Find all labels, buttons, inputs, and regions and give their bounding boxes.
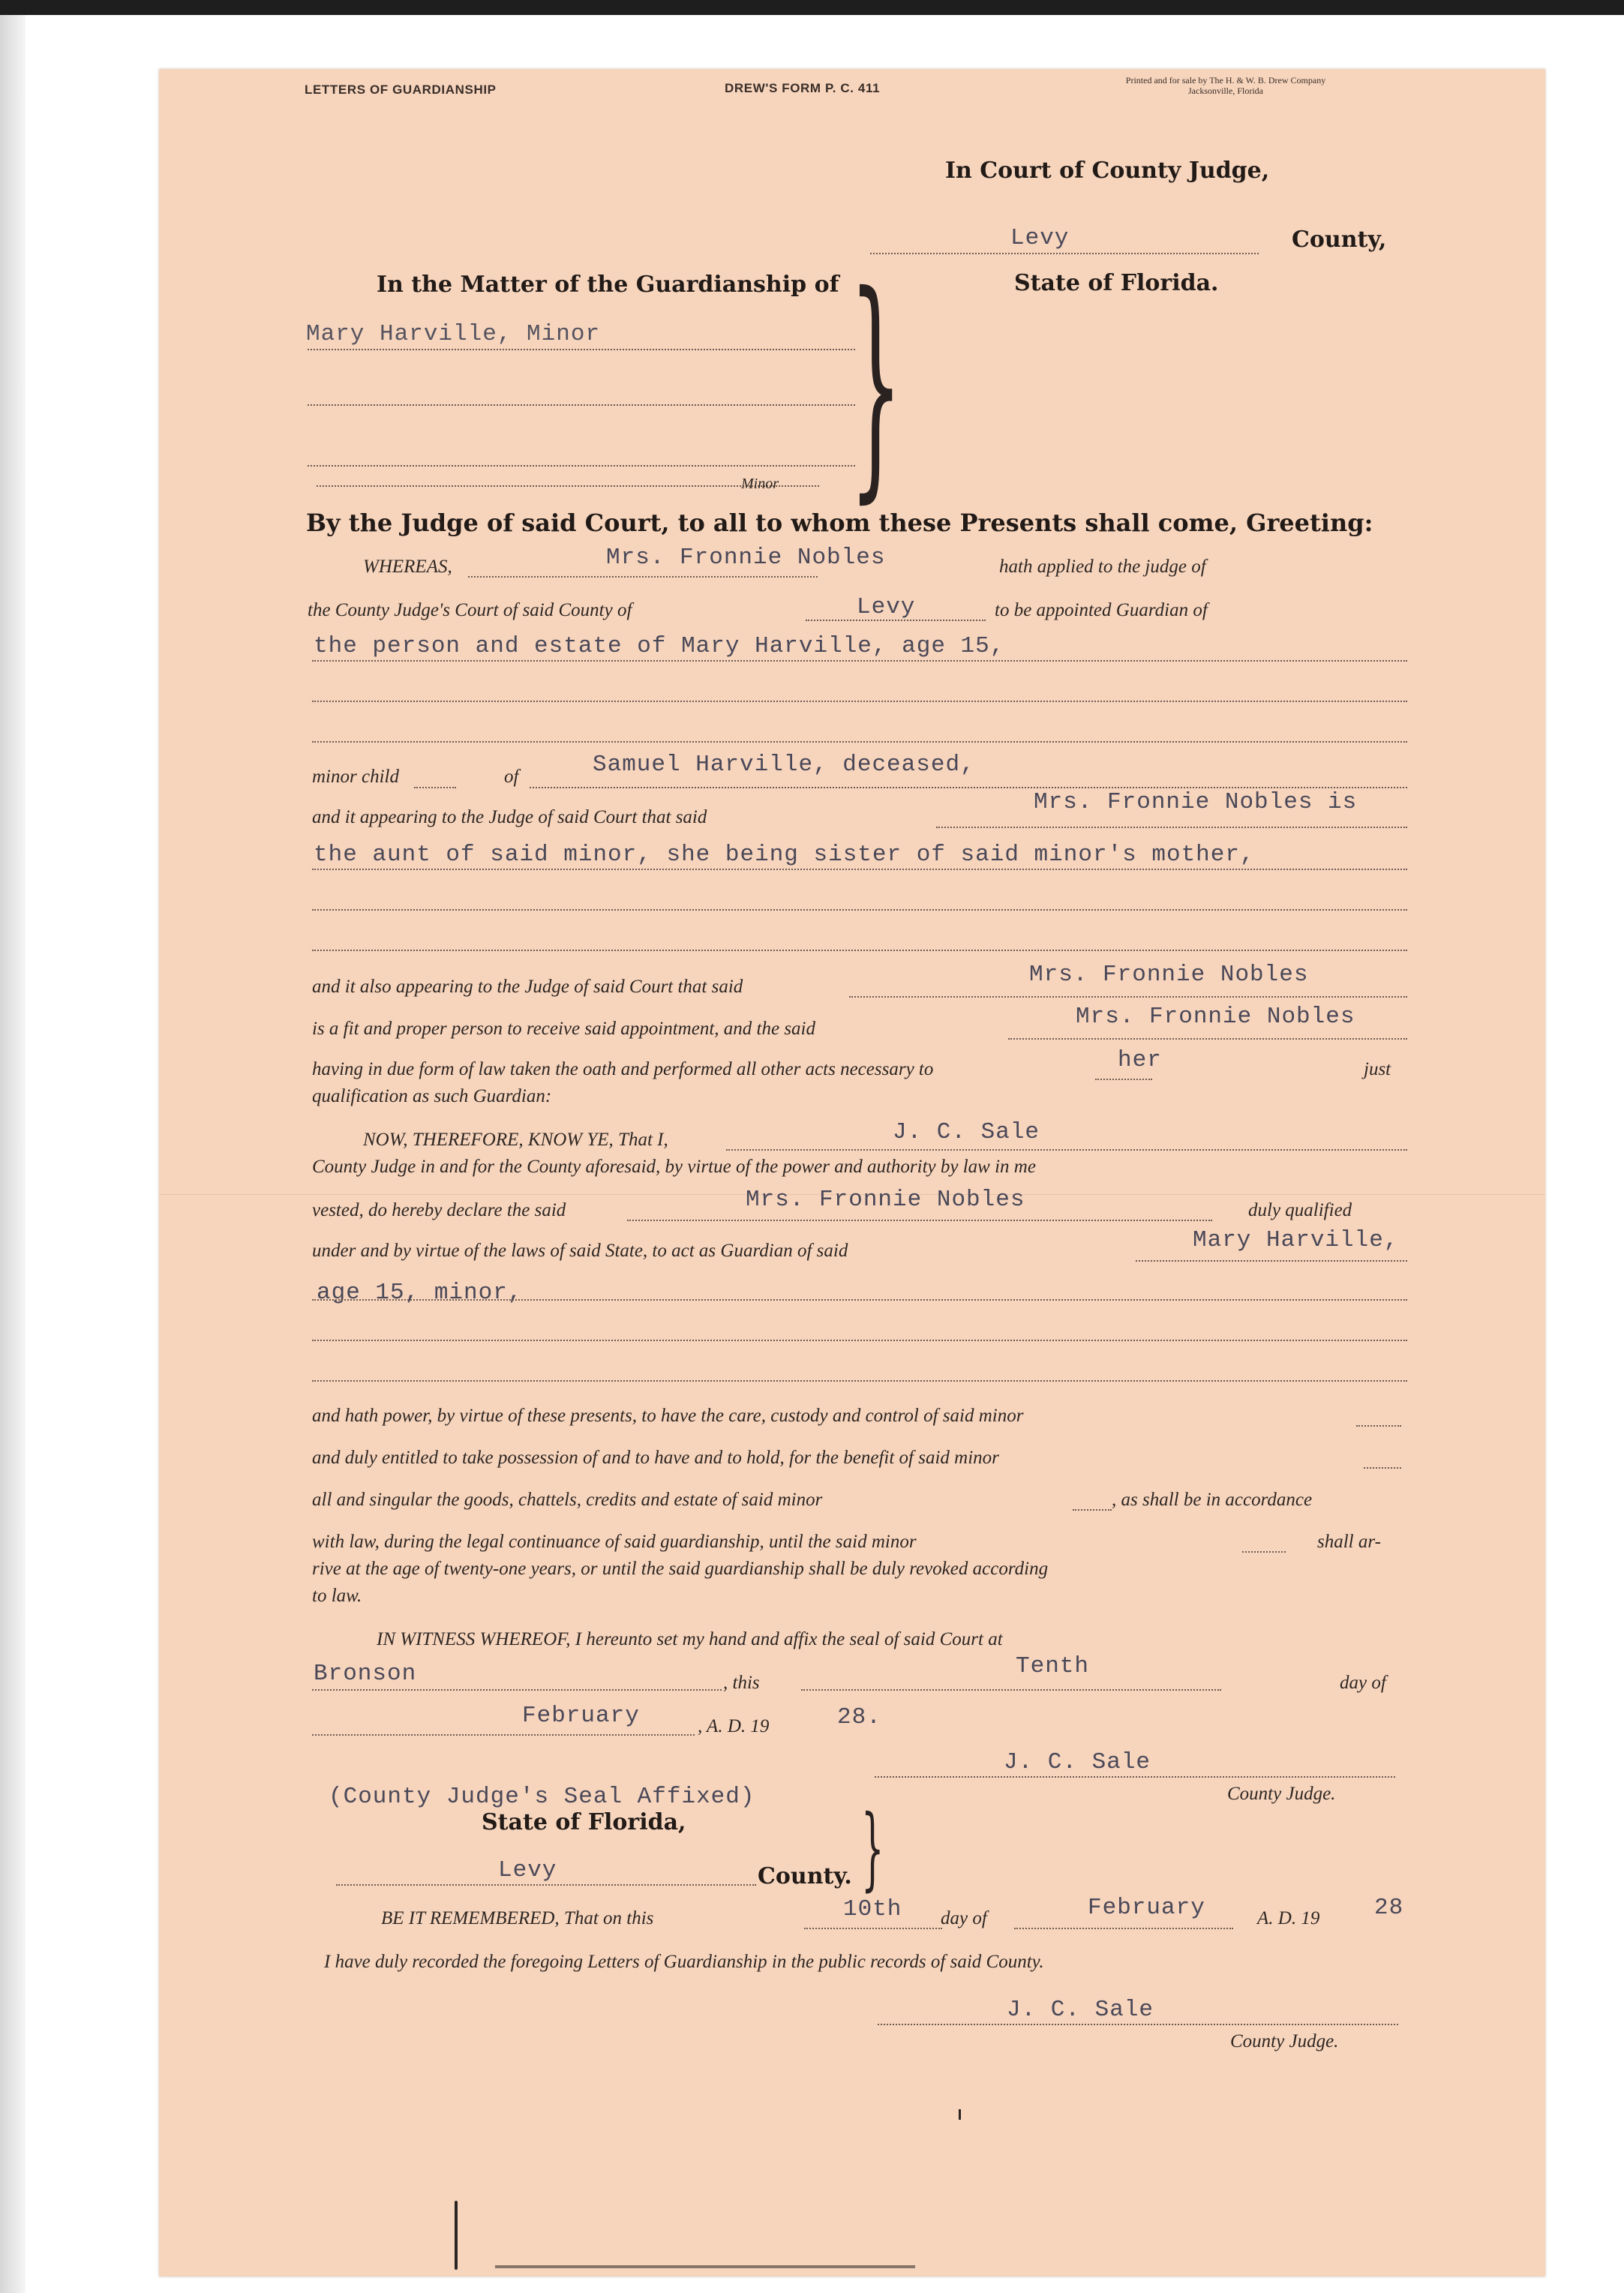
stray-mark xyxy=(455,2201,458,2270)
power-line-4b: shall ar- xyxy=(1317,1532,1381,1552)
minor-child-label: minor child xyxy=(312,767,399,787)
printer-line-2: Jacksonville, Florida xyxy=(1188,86,1263,96)
recording-day-value: 10th xyxy=(843,1896,902,1922)
oath-person-value: Mrs. Fronnie Nobles xyxy=(1076,1004,1355,1030)
witness-place-value: Bronson xyxy=(314,1661,417,1687)
body-county-value: Levy xyxy=(857,594,916,620)
declared-line xyxy=(627,1220,1212,1221)
fit-person-line xyxy=(849,996,1407,998)
witness-signature-title: County Judge. xyxy=(1227,1784,1336,1804)
recording-signature-title: County Judge. xyxy=(1230,2031,1339,2051)
matter-line-2 xyxy=(308,404,855,406)
recording-year-value: 28 xyxy=(1374,1895,1404,1921)
relation-line-1 xyxy=(936,827,1407,828)
judge-line xyxy=(726,1149,1407,1151)
recording-month-value: February xyxy=(1088,1895,1205,1921)
bottom-smudge xyxy=(495,2265,915,2268)
declared-value: Mrs. Fronnie Nobles xyxy=(746,1187,1025,1213)
parent-value: Samuel Harville, deceased, xyxy=(593,752,975,778)
matter-heading: In the Matter of the Guardianship of xyxy=(377,272,839,298)
court-state: State of Florida. xyxy=(1014,270,1219,296)
witness-ad: , A. D. 19 xyxy=(698,1716,770,1736)
applicant-value: Mrs. Fronnie Nobles xyxy=(606,545,886,571)
recording-county-line xyxy=(336,1884,756,1886)
ward-value: Mary Harville, Minor xyxy=(306,321,601,347)
ward-line-2 xyxy=(312,1299,1407,1301)
hath-applied: hath applied to the judge of xyxy=(999,557,1206,577)
matter-line-1 xyxy=(308,349,855,350)
applicant-line xyxy=(468,576,818,578)
court-county-label: County, xyxy=(1292,227,1387,253)
power-line-3b: , as shall be in accordance xyxy=(1112,1490,1313,1510)
witness-month-value: February xyxy=(522,1703,640,1729)
recording-state: State of Florida, xyxy=(482,1809,686,1835)
power-blank-2 xyxy=(1364,1467,1401,1469)
power-line-5: rive at the age of twenty-one years, or until the said guardianship shall be duly revoked according xyxy=(312,1559,1049,1579)
scanner-left-shadow xyxy=(0,15,26,2293)
appearing-2: and it also appearing to the Judge of said Court that said xyxy=(312,977,743,997)
county-judge-in: County Judge in and for the County aforesaid, by virtue of the power and authority by law in me xyxy=(312,1157,1036,1177)
be-it-remembered: BE IT REMEMBERED, That on this xyxy=(381,1908,654,1928)
recording-county-label: County. xyxy=(758,1863,852,1889)
witness-day-value: Tenth xyxy=(1016,1653,1090,1679)
recording-brace: } xyxy=(861,1796,884,1901)
recording-signature-line xyxy=(878,2024,1398,2025)
scanner-top-edge xyxy=(0,0,1624,15)
relation-line-3 xyxy=(312,909,1407,911)
to-be-appointed: to be appointed Guardian of xyxy=(995,600,1208,620)
having-in-due-form: having in due form of law taken the oath and performed all other acts necessary to xyxy=(312,1059,934,1079)
vested-text: vested, do hereby declare the said xyxy=(312,1200,566,1220)
power-line-2: and duly entitled to take possession of and to have and to hold, for the benefit of said minor xyxy=(312,1448,999,1468)
qualification-label: qualification as such Guardian: xyxy=(312,1086,552,1106)
pronoun-line xyxy=(1095,1079,1152,1080)
matter-line-3 xyxy=(308,465,855,467)
power-blank-1 xyxy=(1356,1425,1401,1427)
matter-brace: } xyxy=(849,245,903,524)
month-line xyxy=(312,1734,695,1736)
county-court-of: the County Judge's Court of said County of xyxy=(308,600,632,620)
greeting: By the Judge of said Court, to all to whom these Presents shall come, Greeting: xyxy=(306,509,1373,537)
witness-text: IN WITNESS WHEREOF, I hereunto set my hand and affix the seal of said Court at xyxy=(377,1629,1003,1649)
guardian-line-2 xyxy=(312,701,1407,702)
minor-child-blank xyxy=(414,787,456,788)
just-label: just xyxy=(1364,1059,1391,1079)
ward-line-1 xyxy=(1136,1260,1407,1262)
power-blank-3 xyxy=(1073,1509,1112,1511)
recording-county-value: Levy xyxy=(498,1857,557,1883)
now-therefore: NOW, THEREFORE, KNOW YE, That I, xyxy=(363,1130,668,1150)
form-title: LETTERS OF GUARDIANSHIP xyxy=(305,83,497,97)
recording-month-line xyxy=(1014,1928,1233,1929)
ward-value-1: Mary Harville, xyxy=(1193,1227,1399,1253)
form-number: DREW'S FORM P. C. 411 xyxy=(725,81,881,95)
power-line-6: to law. xyxy=(312,1586,362,1606)
seal-note: (County Judge's Seal Affixed) xyxy=(329,1784,755,1810)
county-line xyxy=(870,253,1259,254)
printer-line-1: Printed and for sale by The H. & W. B. Drew Company xyxy=(1125,75,1326,86)
ward-line-3 xyxy=(312,1340,1407,1341)
whereas-label: WHEREAS, xyxy=(363,557,452,577)
witness-year-value: 28. xyxy=(837,1704,881,1730)
pronoun-value: her xyxy=(1118,1047,1162,1073)
relation-line-4 xyxy=(312,950,1407,951)
printer-imprint xyxy=(1046,75,1406,96)
under-and-by: under and by virtue of the laws of said State, to act as Guardian of said xyxy=(312,1241,848,1261)
recording-day-of: day of xyxy=(941,1908,987,1928)
relation-line-2 xyxy=(312,869,1407,870)
court-heading: In Court of County Judge, xyxy=(945,158,1270,184)
day-line xyxy=(801,1689,1221,1691)
guardian-line-3 xyxy=(312,741,1407,743)
guardian-of-value: the person and estate of Mary Harville, age 15, xyxy=(314,633,1005,659)
recording-ad: A. D. 19 xyxy=(1257,1908,1320,1928)
power-line-4a: with law, during the legal continuance of said guardianship, until the said minor xyxy=(312,1532,917,1552)
ward-line-4 xyxy=(312,1380,1407,1382)
ward-value-2: age 15, minor, xyxy=(317,1280,523,1306)
parent-line xyxy=(530,787,1407,788)
document-page xyxy=(159,69,1545,2276)
duly-qualified: duly qualified xyxy=(1248,1200,1352,1220)
witness-signature-value: J. C. Sale xyxy=(1004,1749,1151,1775)
recording-day-line xyxy=(804,1928,942,1929)
of-label: of xyxy=(504,767,519,787)
oath-person-line xyxy=(1008,1038,1407,1040)
witness-signature-line xyxy=(875,1776,1395,1778)
place-line xyxy=(312,1689,722,1691)
witness-this: , this xyxy=(723,1673,760,1693)
fit-proper-text: is a fit and proper person to receive said appointment, and the said xyxy=(312,1019,815,1039)
appearing-1: and it appearing to the Judge of said Court that said xyxy=(312,807,707,827)
power-line-1: and hath power, by virtue of these presents, to have the care, custody and control of said minor xyxy=(312,1406,1024,1426)
power-blank-4 xyxy=(1242,1551,1286,1553)
court-county-value: Levy xyxy=(1010,225,1070,251)
recording-statement: I have duly recorded the foregoing Letters of Guardianship in the public records of said County. xyxy=(324,1952,1044,1972)
relation-value-2: the aunt of said minor, she being sister of said minor's mother, xyxy=(314,842,1255,868)
ink-speck xyxy=(959,2109,961,2120)
fit-person-value: Mrs. Fronnie Nobles xyxy=(1029,962,1309,988)
guardian-line-1 xyxy=(312,660,1407,662)
power-line-3a: all and singular the goods, chattels, credits and estate of said minor xyxy=(312,1490,823,1510)
relation-value-1: Mrs. Fronnie Nobles is xyxy=(1034,789,1358,815)
witness-day-of: day of xyxy=(1340,1673,1386,1693)
recording-signature-value: J. C. Sale xyxy=(1007,1997,1154,2023)
judge-value: J. C. Sale xyxy=(893,1119,1040,1145)
minor-label: Minor xyxy=(741,476,779,492)
